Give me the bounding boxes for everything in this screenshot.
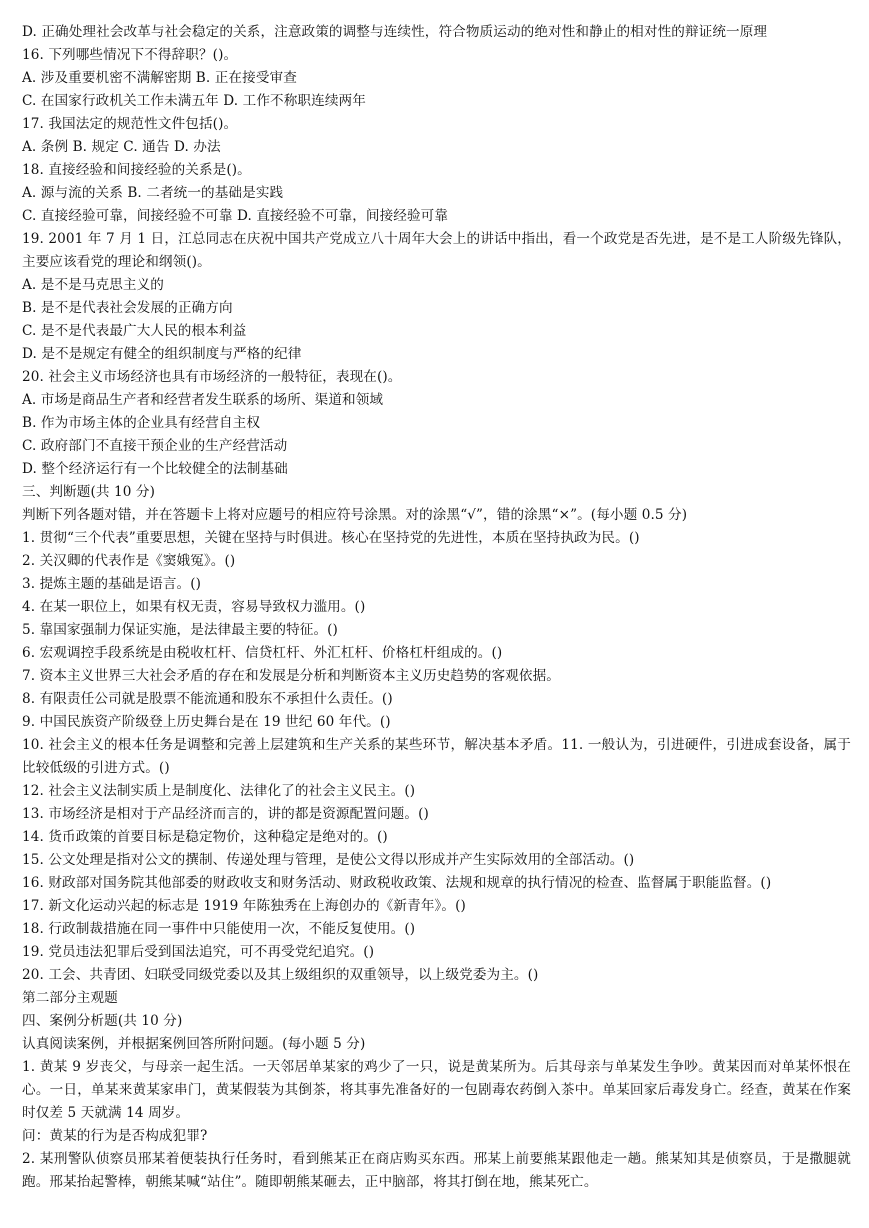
- judgment-item: 20. 工会、共青团、妇联受同级党委以及其上级组织的双重领导，以上级党委为主。(): [22, 967, 539, 983]
- judgment-item: 9. 中国民族资产阶级登上历史舞台是在 19 世纪 60 年代。(): [22, 714, 391, 730]
- question-20: 20. 社会主义市场经济也具有市场经济的一般特征，表现在()。: [22, 369, 402, 385]
- question-17: 17. 我国法定的规范性文件包括()。: [22, 116, 238, 132]
- option-line: B. 是不是代表社会发展的正确方向: [22, 300, 233, 316]
- judgment-item: 17. 新文化运动兴起的标志是 1919 年陈独秀在上海创办的《新青年》。(): [22, 898, 466, 914]
- question-19: 19. 2001 年 7 月 1 日，江总同志在庆祝中国共产党成立八十周年大会上的讲话中指出，看一个政党是否先进，是不是工人阶级先锋队，主要应该看党的理论和纲领()。: [22, 231, 851, 270]
- judgment-item: 12. 社会主义法制实质上是制度化、法律化了的社会主义民主。(): [22, 783, 416, 799]
- option-line: A. 是不是马克思主义的: [22, 277, 165, 293]
- option-line: D. 是不是规定有健全的组织制度与严格的纪律: [22, 346, 302, 362]
- judgment-item: 10. 社会主义的根本任务是调整和完善上层建筑和生产关系的某些环节，解决基本矛盾。11. 一般认为，引进硬件，引进成套设备，属于比较低级的引进方式。(): [22, 737, 851, 776]
- option-line: D. 整个经济运行有一个比较健全的法制基础: [22, 461, 288, 477]
- question-18: 18. 直接经验和间接经验的关系是()。: [22, 162, 251, 178]
- section-heading-judgment: 三、判断题(共 10 分): [22, 484, 156, 500]
- judgment-item: 16. 财政部对国务院其他部委的财政收支和财务活动、财政税收政策、法规和规章的执行情况的检查、监督属于职能监督。(): [22, 875, 772, 891]
- judgment-item: 3. 提炼主题的基础是语言。(): [22, 576, 202, 592]
- section-heading-case-analysis: 四、案例分析题(共 10 分): [22, 1013, 183, 1029]
- judgment-item: 19. 党员违法犯罪后受到国法追究，可不再受党纪追究。(): [22, 944, 375, 960]
- judgment-item: 2. 关汉卿的代表作是《窦娥冤》。(): [22, 553, 236, 569]
- part-heading-subjective: 第二部分主观题: [22, 990, 118, 1006]
- judgment-item: 7. 资本主义世界三大社会矛盾的存在和发展是分析和判断资本主义历史趋势的客观依据。: [22, 668, 560, 684]
- judgment-item: 14. 货币政策的首要目标是稳定物价，这种稳定是绝对的。(): [22, 829, 388, 845]
- case-2: 2. 某刑警队侦察员邢某着便装执行任务时，看到熊某正在商店购买东西。邢某上前要熊某跟他走一趟。熊某知其是侦察员，于是撒腿就跑。邢某抬起警棒，朝熊某喊“站住”。随即朝熊某砸去，正中脑部，将其打倒在地，熊某死亡。: [22, 1151, 851, 1190]
- option-line: B. 作为市场主体的企业具有经营自主权: [22, 415, 261, 431]
- judgment-item: 15. 公文处理是指对公文的撰制、传递处理与管理，是使公文得以形成并产生实际效用的全部活动。(): [22, 852, 635, 868]
- section-instructions: 认真阅读案例，并根据案例回答所附问题。(每小题 5 分): [22, 1036, 366, 1052]
- judgment-item: 4. 在某一职位上，如果有权无责，容易导致权力滥用。(): [22, 599, 366, 615]
- judgment-item: 5. 靠国家强制力保证实施，是法律最主要的特征。(): [22, 622, 338, 638]
- option-line: C. 政府部门不直接干预企业的生产经营活动: [22, 438, 288, 454]
- option-line: A. 源与流的关系 B. 二者统一的基础是实践: [22, 185, 284, 201]
- judgment-item: 1. 贯彻“三个代表”重要思想，关键在坚持与时俱进。核心在坚持党的先进性，本质在坚持执政为民。(): [22, 530, 640, 546]
- judgment-item: 8. 有限责任公司就是股票不能流通和股东不承担什么责任。(): [22, 691, 393, 707]
- option-line: A. 市场是商品生产者和经营者发生联系的场所、渠道和领域: [22, 392, 384, 408]
- option-line: D. 正确处理社会改革与社会稳定的关系，注意政策的调整与连续性，符合物质运动的绝对性和静止的相对性的辩证统一原理: [22, 24, 768, 40]
- question-16: 16. 下列哪些情况下不得辞职？()。: [22, 47, 238, 63]
- judgment-item: 6. 宏观调控手段系统是由税收杠杆、信贷杠杆、外汇杠杆、价格杠杆组成的。(): [22, 645, 503, 661]
- case-1: 1. 黄某 9 岁丧父，与母亲一起生活。一天邻居单某家的鸡少了一只，说是黄某所为。后其母亲与单某发生争吵。黄某因而对单某怀恨在心。一日，单某来黄某家串门，黄某假装为其倒茶，将其事先准备好的一包剧毒农药倒入茶中。单某回家后毒发身亡。经查，黄某在作案时仅差 5 天就满 14 周岁。: [22, 1059, 851, 1121]
- judgment-item: 13. 市场经济是相对于产品经济而言的，讲的都是资源配置问题。(): [22, 806, 429, 822]
- judgment-item: 18. 行政制裁措施在同一事件中只能使用一次，不能反复使用。(): [22, 921, 416, 937]
- section-instructions: 判断下列各题对错，并在答题卡上将对应题号的相应符号涂黑。对的涂黑“√”，错的涂黑“×”。(每小题 0.5 分): [22, 507, 688, 523]
- option-line: A. 条例 B. 规定 C. 通告 D. 办法: [22, 139, 221, 155]
- option-line: C. 直接经验可靠，间接经验不可靠 D. 直接经验不可靠，间接经验可靠: [22, 208, 449, 224]
- option-line: A. 涉及重要机密不满解密期 B. 正在接受审查: [22, 70, 297, 86]
- option-line: C. 在国家行政机关工作未满五年 D. 工作不称职连续两年: [22, 93, 366, 109]
- option-line: C. 是不是代表最广大人民的根本利益: [22, 323, 247, 339]
- case-question: 问：黄某的行为是否构成犯罪?: [22, 1128, 208, 1144]
